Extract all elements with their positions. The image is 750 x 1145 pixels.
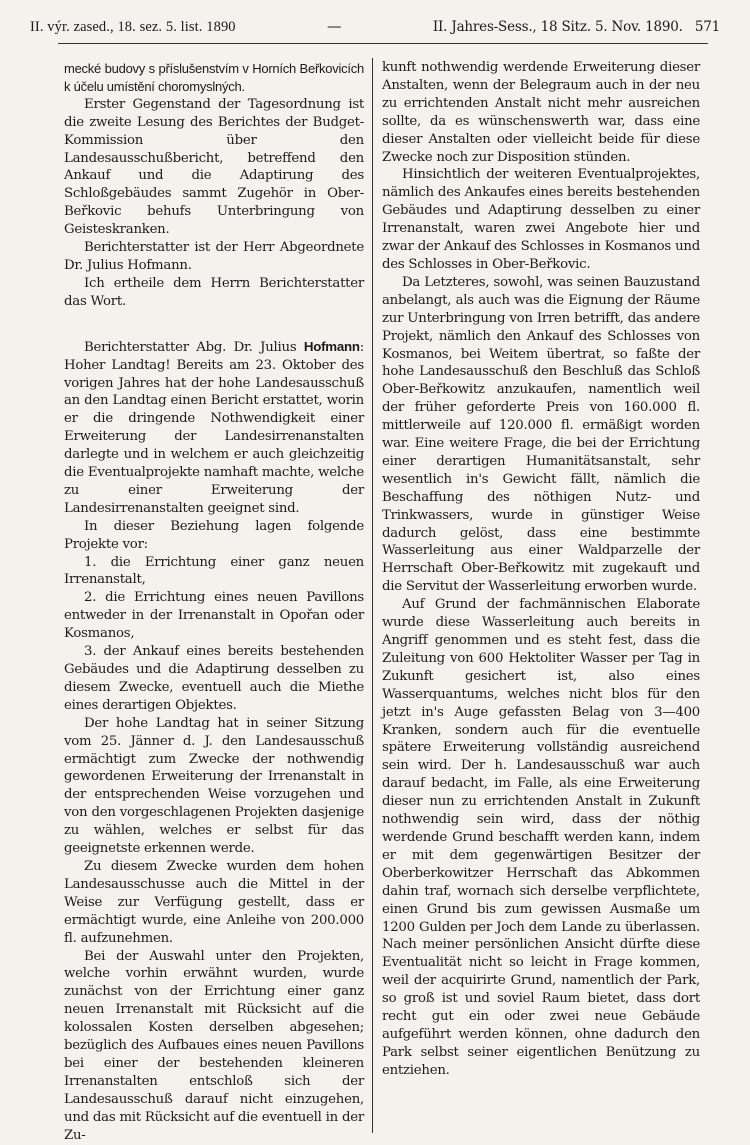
header-rule: [58, 43, 708, 44]
paragraph: Bei der Auswahl unter den Projekten, welche vorhin erwähnt wurden, wurde zunächst von der Errichtung einer ganz neuen Irrenanstalt mit Rücksicht auf die kolossalen Kosten derselben abgesehen; bezüglich des Aufbaues eines neuen Pavillons bei einer der bestehenden kleineren Irrenanstalten entschloß sich der Landesausschuß darauf nicht einzugehen, und das mit Rücksicht auf die eventuell in der Zu-: [64, 948, 364, 1143]
paragraph: Da Letzteres, sowohl, was seinen Bauzustand anbelangt, als auch was die Eignung der Räume zur Unterbringung von Irren betrifft, das andere Projekt, nämlich den Ankauf des Schlosses von Kosmanos, bei Weitem übertrat, so faßte der hohe Landesausschuß den Beschluß das Schloß Ober-Beřkowitz anzukaufen, namentlich weil der früher geforderte Preis von 160.000 fl. mittlerweile auf 120.000 fl. ermäßigt worden war. Eine weitere Frage, die bei der Errichtung einer derartigen Humanitätsanstalt, sehr wesentlich in's Gewicht fällt, nämlich die Beschaffung des nöthigen Nutz- und Trinkwassers, wurde in günstiger Weise dadurch gelöst, dass eine bestimmte Wasserleitung aus einer Waldparzelle der Herrschaft Ober-Beřkowitz mit zugekauft und die Servitut der Wasserleitung erworben wurde.: [382, 274, 700, 595]
right-column: [382, 59, 700, 1080]
left-column: [64, 60, 364, 1144]
rapporteur-paragraph: [64, 338, 364, 518]
list-item: 1. die Errichtung einer ganz neuen Irrenanstalt,: [64, 554, 364, 588]
czech-fragment: mecké budovy s příslušenstvím v Horních Beřkovicích k účelu umístění choromyslných.: [64, 61, 364, 94]
speech-text: : Hoher Landtag! Bereits am 23. Oktober des vorigen Jahres hat der hohe Landesausschuß an den Landtag einen Bericht erstattet, worin er die dringende Nothwendigkeit einer Erweiterung der Landesirrenanstalten darlegte und in welchem er auch gleichzeitig die Eventualprojekte namhaft machte, welche zu einer Erweiterung der Landesirrenanstalten geeignet sind.: [64, 339, 364, 516]
paragraph: Hinsichtlich der weiteren Eventualprojektes, nämlich des Ankaufes eines bereits bestehenden Gebäudes und Adaptirung desselben zu einer Irrenanstalt, waren zwei Angebote hier und zwar der Ankauf des Schlosses in Kosmanos und des Schlosses in Ober-Beřkovic.: [382, 167, 700, 272]
paragraph: Ich ertheile dem Herrn Berichterstatter das Wort.: [64, 275, 364, 309]
paragraph: In dieser Beziehung lagen folgende Projekte vor:: [64, 518, 364, 552]
header-czech-session: II. výr. zased., 18. sez. 5. list. 1890: [30, 18, 236, 35]
paragraph: kunft nothwendig werdende Erweiterung dieser Anstalten, wenn der Belegraum auch in der neu zu errichtenden Anstalt nicht mehr ausreichen sollte, da es wünschenswerth war, dass eine dieser Anstalten oder vielleicht beide für diese Zwecke noch zur Disposition stünden.: [382, 60, 700, 165]
list-item: 3. der Ankauf eines bereits bestehenden Gebäudes und die Adaptirung desselben zu diesem Zwecke, eventuell auch die Miethe eines derartigen Objektes.: [64, 644, 364, 713]
paragraph: Zu diesem Zwecke wurden dem hohen Landesausschusse auch die Mittel in der Weise zur Verfügung gestellt, dass er ermächtigt wurde, eine Anleihe von 200.000 fl. aufzunehmen.: [64, 858, 364, 946]
speaker-intro: Berichterstatter Abg. Dr. Julius: [84, 339, 297, 355]
page-header: [30, 14, 720, 40]
paragraph: Der hohe Landtag hat in seiner Sitzung vom 25. Jänner d. J. den Landesausschuß ermächtigt zum Zwecke der nothwendig gewordenen Erweiterung der Irrenanstalt in der entsprechenden Weise vorzugehen und von den vorgeschlagenen Projekten dasjenige zu wählen, welches er selbst für das geeignetste erkennen werde.: [64, 715, 364, 857]
column-divider: [372, 58, 373, 1133]
paragraph: Berichterstatter ist der Herr Abgeordnete Dr. Julius Hofmann.: [64, 240, 364, 273]
header-separator: —: [327, 19, 342, 35]
header-german-session: [433, 19, 720, 35]
page-number: 571: [694, 19, 720, 35]
header-german-text: II. Jahres-Sess., 18 Sitz. 5. Nov. 1890.: [432, 19, 683, 35]
speaker-name: Hofmann: [303, 338, 360, 354]
paragraph: Erster Gegenstand der Tagesordnung ist die zweite Lesung des Berichtes der Budget-Kommission über den Landesausschußbericht, betreffend den Ankauf und die Adaptirung des Schloßgebäudes sammt Zugehör in Ober-Beřkovic behufs Unterbringung von Geisteskranken.: [64, 96, 364, 238]
paragraph: Auf Grund der fachmännischen Elaborate wurde diese Wasserleitung auch bereits in Angriff genommen und es steht fest, dass die Zuleitung von 600 Hektoliter Wasser per Tag in Zukunft gesichert ist, also eines Wasserquantums, welches nicht blos für den jetzt in's Auge gefassten Belag von 3—400 Kranken, sondern auch für die eventuelle spätere Erweiterung vollständig ausreichend sein wird. Der h. Landesausschuß war auch darauf bedacht, im Falle, als eine Erweiterung dieser nun zu errichtenden Anstalt in Zukunft nothwendig sein wird, dass der nöthig werdende Grund beschafft werden kann, indem er mit dem gegenwärtigen Besitzer der Oberberkowitzer Herrschaft das Abkommen dahin traf, wornach sich derselbe verpflichtete, einen Grund bis zum gewissen Ausmaße um 1200 Gulden per Joch dem Lande zu überlassen. Nach meiner persönlichen Ansicht dürfte diese Eventualität nicht so leicht in Frage kommen, weil der acquirirte Grund, namentlich der Park, so groß ist und soviel Raum bietet, dass dort recht gut ein oder zwei neue Gebäude aufgeführt werden können, ohne dadurch den Park selbst seiner eigentlichen Benützung zu entziehen.: [382, 597, 700, 1078]
list-item: 2. die Errichtung eines neuen Pavillons entweder in der Irrenanstalt in Opořan oder Kosmanos,: [64, 590, 364, 642]
